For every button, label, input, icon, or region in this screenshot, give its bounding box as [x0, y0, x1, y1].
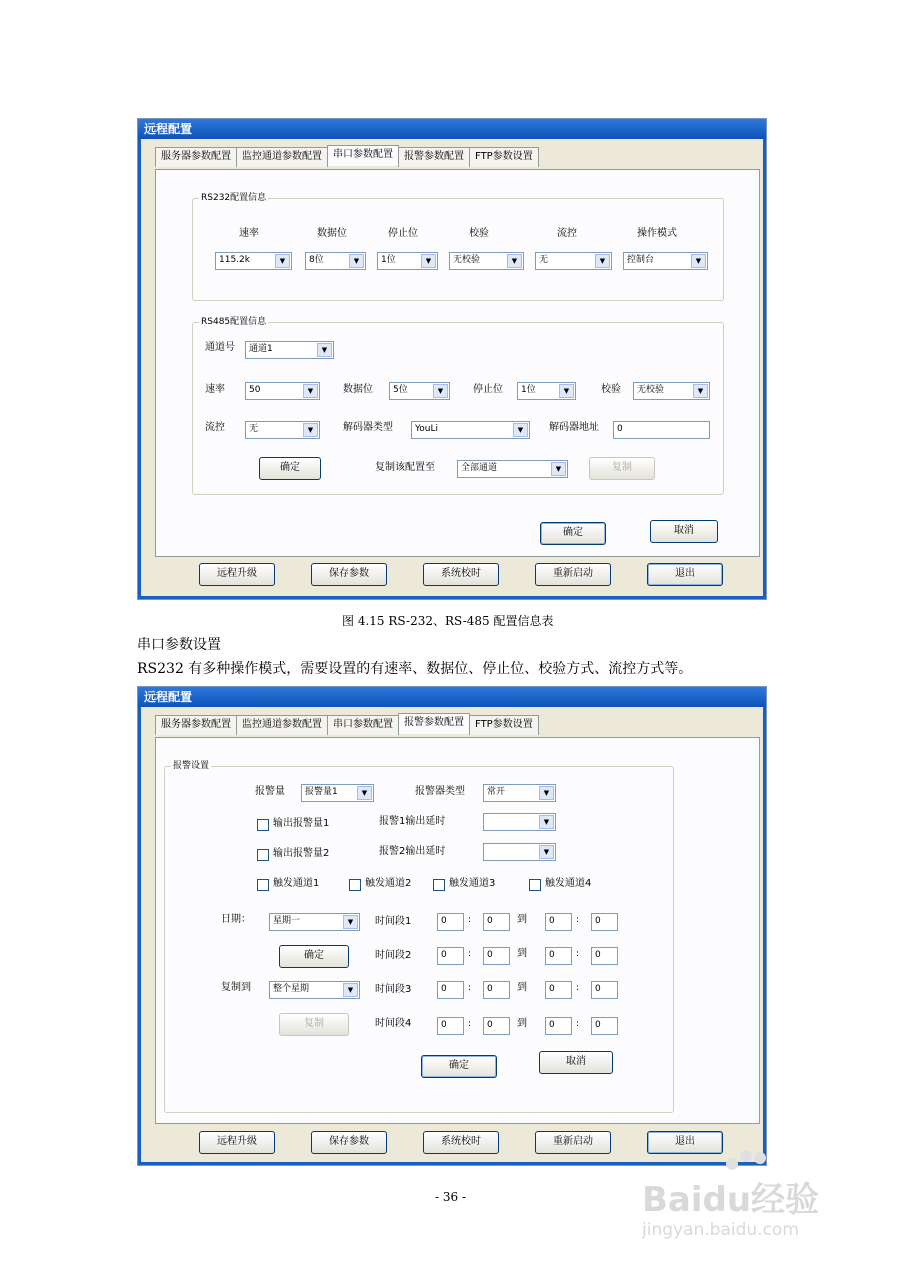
chevron-down-icon[interactable]: ▼ — [551, 462, 566, 476]
rs485-flow-value: 无 — [249, 424, 259, 434]
rs485-parity-label: 校验 — [601, 384, 621, 395]
rs485-decoder-addr-input[interactable]: 0 — [613, 421, 710, 439]
tab-server-params[interactable]: 服务器参数配置 — [155, 715, 237, 735]
rs485-group-title: RS485配置信息 — [201, 317, 267, 327]
section-heading: 串口参数设置 — [137, 637, 221, 653]
exit-button[interactable]: 退出 — [647, 563, 723, 586]
time-sync-button[interactable]: 系统校时 — [423, 1131, 499, 1154]
tab-serial-params[interactable]: 串口参数配置 — [327, 715, 399, 735]
rs232-stopbits-value: 1位 — [381, 255, 396, 265]
rs485-flow-label: 流控 — [205, 422, 225, 433]
chevron-down-icon[interactable]: ▼ — [539, 815, 554, 829]
rs485-confirm-button[interactable]: 确定 — [259, 457, 321, 480]
rs485-rate-label: 速率 — [205, 384, 225, 395]
copy-to-value: 整个星期 — [273, 984, 310, 994]
rs485-channel-select[interactable] — [245, 341, 334, 359]
copy-to-label: 复制到 — [221, 982, 251, 993]
time-colon: : — [468, 949, 472, 959]
chevron-down-icon[interactable]: ▼ — [303, 423, 318, 437]
trigger-channel1-checkbox[interactable] — [257, 879, 269, 891]
period2-start-min[interactable]: 0 — [483, 947, 510, 965]
alarm-group — [164, 761, 674, 1113]
period2-end-hour[interactable]: 0 — [545, 947, 572, 965]
period1-start-hour[interactable]: 0 — [437, 913, 464, 931]
ok-button[interactable]: 确定 — [540, 522, 606, 545]
alarm-confirm-button[interactable]: 确定 — [279, 945, 349, 968]
trigger-channel2-checkbox[interactable] — [349, 879, 361, 891]
rs485-parity-select[interactable] — [633, 382, 710, 400]
tab-strip — [155, 715, 538, 735]
watermark-url: jingyan.baidu.com — [642, 1220, 799, 1240]
alarm-copy-button[interactable]: 复制 — [279, 1013, 349, 1036]
rs485-copy-button[interactable]: 复制 — [589, 457, 655, 480]
rs232-group-title: RS232配置信息 — [201, 193, 267, 203]
rs232-header-rate: 速率 — [239, 228, 259, 239]
rs485-decoder-addr-label: 解码器地址 — [549, 422, 599, 433]
window-title: 远程配置 — [138, 687, 766, 707]
period4-label: 时间段4 — [375, 1018, 412, 1029]
rs232-flow-value: 无 — [539, 255, 549, 265]
alarm-cancel-button[interactable]: 取消 — [539, 1051, 613, 1074]
period1-end-hour[interactable]: 0 — [545, 913, 572, 931]
chevron-down-icon[interactable]: ▼ — [513, 423, 528, 437]
chevron-down-icon[interactable]: ▼ — [317, 343, 332, 357]
chevron-down-icon[interactable]: ▼ — [693, 384, 708, 398]
rs232-header-stopbits: 停止位 — [388, 228, 418, 239]
rs485-databits-label: 数据位 — [343, 384, 373, 395]
trigger-channel1-label: 触发通道1 — [273, 878, 320, 889]
delay2-label: 报警2输出延时 — [379, 846, 446, 857]
period1-start-min[interactable]: 0 — [483, 913, 510, 931]
alarm-qty-select[interactable] — [301, 784, 374, 802]
alarm-ok-button[interactable]: 确定 — [421, 1055, 497, 1078]
time-colon: : — [468, 983, 472, 993]
copy-to-select[interactable] — [269, 981, 360, 999]
trigger-channel4-checkbox[interactable] — [529, 879, 541, 891]
alarm-qty-label: 报警量 — [255, 786, 285, 797]
cancel-button[interactable]: 取消 — [650, 520, 718, 543]
delay2-select[interactable] — [483, 843, 556, 861]
time-colon: : — [576, 983, 580, 993]
tab-alarm-params[interactable]: 报警参数配置 — [398, 713, 470, 734]
alarm-qty-value: 报警量1 — [305, 787, 338, 797]
chevron-down-icon[interactable]: ▼ — [357, 786, 372, 800]
rs485-databits-value: 5位 — [393, 385, 408, 395]
period2-end-min[interactable]: 0 — [591, 947, 618, 965]
output-alarm2-checkbox[interactable] — [257, 849, 269, 861]
period3-label: 时间段3 — [375, 984, 412, 995]
delay1-select[interactable] — [483, 813, 556, 831]
trigger-channel3-label: 触发通道3 — [449, 878, 496, 889]
rs485-databits-select[interactable] — [389, 382, 450, 400]
trigger-channel2-label: 触发通道2 — [365, 878, 412, 889]
output-alarm1-checkbox[interactable] — [257, 819, 269, 831]
period3-end-hour[interactable]: 0 — [545, 981, 572, 999]
rs485-decoder-type-select[interactable] — [411, 421, 530, 439]
section-text: RS232 有多种操作模式，需要设置的有速率、数据位、停止位、校验方式、流控方式等。 — [137, 661, 693, 677]
alarm-tab-panel — [155, 737, 760, 1124]
remote-upgrade-button[interactable]: 远程升级 — [199, 1131, 275, 1154]
output-alarm1-label: 输出报警量1 — [273, 818, 330, 829]
chevron-down-icon[interactable]: ▼ — [691, 254, 706, 268]
chevron-down-icon[interactable]: ▼ — [421, 254, 436, 268]
chevron-down-icon[interactable]: ▼ — [539, 845, 554, 859]
tab-alarm-params[interactable]: 报警参数配置 — [398, 147, 470, 167]
period1-end-min[interactable]: 0 — [591, 913, 618, 931]
time-sync-button[interactable]: 系统校时 — [423, 563, 499, 586]
rs485-copy-to-label: 复制该配置至 — [375, 462, 435, 473]
to-label: 到 — [517, 914, 527, 925]
delay1-label: 报警1输出延时 — [379, 816, 446, 827]
rs232-header-databits: 数据位 — [317, 228, 347, 239]
watermark-brand: Baidu经验 — [642, 1180, 820, 1220]
time-colon: : — [468, 1019, 472, 1029]
exit-button[interactable]: 退出 — [647, 1131, 723, 1154]
window-client — [141, 139, 763, 596]
period1-label: 时间段1 — [375, 916, 412, 927]
alarm-type-value: 常开 — [487, 787, 506, 797]
rs485-stopbits-label: 停止位 — [473, 384, 503, 395]
window-title: 远程配置 — [138, 119, 766, 139]
figure-caption: 图 4.15 RS-232、RS-485 配置信息表 — [342, 614, 554, 628]
trigger-channel4-label: 触发通道4 — [545, 878, 592, 889]
tab-ftp-params[interactable]: FTP参数设置 — [469, 147, 539, 167]
rs232-group — [192, 193, 724, 301]
rs232-parity-select[interactable] — [449, 252, 524, 270]
rs232-parity-value: 无校验 — [453, 255, 481, 265]
page-number: - 36 - — [435, 1190, 467, 1204]
rs232-databits-select[interactable] — [305, 252, 366, 270]
rs232-rate-select[interactable] — [215, 252, 292, 270]
trigger-channel3-checkbox[interactable] — [433, 879, 445, 891]
rs232-mode-value: 控制台 — [627, 255, 655, 265]
chevron-down-icon[interactable]: ▼ — [303, 384, 318, 398]
chevron-down-icon[interactable]: ▼ — [507, 254, 522, 268]
chevron-down-icon[interactable]: ▼ — [343, 983, 358, 997]
chevron-down-icon[interactable]: ▼ — [539, 786, 554, 800]
rs485-copy-to-value: 全部通道 — [461, 463, 498, 473]
period3-start-hour[interactable]: 0 — [437, 981, 464, 999]
rs485-decoder-type-label: 解码器类型 — [343, 422, 393, 433]
rs485-copy-to-select[interactable] — [457, 460, 568, 478]
date-select[interactable] — [269, 913, 360, 931]
to-label: 到 — [517, 982, 527, 993]
period4-end-hour[interactable]: 0 — [545, 1017, 572, 1035]
time-colon: : — [576, 1019, 580, 1029]
rs485-parity-value: 无校验 — [637, 385, 665, 395]
rs232-rate-value: 115.2k — [219, 255, 250, 265]
save-params-button[interactable]: 保存参数 — [311, 563, 387, 586]
alarm-type-select[interactable] — [483, 784, 556, 802]
rs485-decoder-type-value: YouLi — [415, 424, 439, 434]
time-colon: : — [576, 949, 580, 959]
output-alarm2-label: 输出报警量2 — [273, 848, 330, 859]
chevron-down-icon[interactable]: ▼ — [275, 254, 290, 268]
rs485-stopbits-select[interactable] — [517, 382, 576, 400]
period4-start-hour[interactable]: 0 — [437, 1017, 464, 1035]
period2-start-hour[interactable]: 0 — [437, 947, 464, 965]
to-label: 到 — [517, 948, 527, 959]
period3-start-min[interactable]: 0 — [483, 981, 510, 999]
rs232-header-mode: 操作模式 — [637, 228, 677, 239]
date-value: 星期一 — [273, 916, 301, 926]
rs485-stopbits-value: 1位 — [521, 385, 536, 395]
tab-server-params[interactable]: 服务器参数配置 — [155, 147, 237, 167]
tab-serial-params[interactable]: 串口参数配置 — [327, 145, 399, 166]
remote-config-window-2 — [137, 686, 767, 1166]
reboot-button[interactable]: 重新启动 — [535, 1131, 611, 1154]
reboot-button[interactable]: 重新启动 — [535, 563, 611, 586]
period2-label: 时间段2 — [375, 950, 412, 961]
period4-end-min[interactable]: 0 — [591, 1017, 618, 1035]
time-colon: : — [576, 915, 580, 925]
remote-upgrade-button[interactable]: 远程升级 — [199, 563, 275, 586]
chevron-down-icon[interactable]: ▼ — [343, 915, 358, 929]
window-client — [141, 707, 763, 1162]
date-label: 日期： — [221, 914, 251, 925]
chevron-down-icon[interactable]: ▼ — [433, 384, 448, 398]
rs232-header-flow: 流控 — [557, 228, 577, 239]
rs232-mode-select[interactable] — [623, 252, 708, 270]
rs485-group — [192, 317, 724, 495]
period3-end-min[interactable]: 0 — [591, 981, 618, 999]
rs485-flow-select[interactable] — [245, 421, 320, 439]
alarm-type-label: 报警器类型 — [415, 786, 465, 797]
baidu-watermark — [640, 1150, 890, 1250]
time-colon: : — [468, 915, 472, 925]
rs485-rate-select[interactable] — [245, 382, 320, 400]
remote-config-window-1 — [137, 118, 767, 600]
tab-strip — [155, 147, 538, 167]
chevron-down-icon[interactable]: ▼ — [349, 254, 364, 268]
alarm-group-title: 报警设置 — [173, 761, 210, 771]
rs485-channel-value: 通道1 — [249, 344, 273, 354]
rs485-rate-value: 50 — [249, 385, 261, 395]
save-params-button[interactable]: 保存参数 — [311, 1131, 387, 1154]
serial-tab-panel — [155, 169, 760, 557]
period4-start-min[interactable]: 0 — [483, 1017, 510, 1035]
tab-channel-params[interactable]: 监控通道参数配置 — [236, 715, 328, 735]
tab-ftp-params[interactable]: FTP参数设置 — [469, 715, 539, 735]
rs232-databits-value: 8位 — [309, 255, 324, 265]
to-label: 到 — [517, 1018, 527, 1029]
rs232-stopbits-select[interactable] — [377, 252, 438, 270]
rs485-channel-label: 通道号 — [205, 342, 235, 353]
chevron-down-icon[interactable]: ▼ — [595, 254, 610, 268]
rs232-header-parity: 校验 — [469, 228, 489, 239]
rs232-flow-select[interactable] — [535, 252, 612, 270]
tab-channel-params[interactable]: 监控通道参数配置 — [236, 147, 328, 167]
chevron-down-icon[interactable]: ▼ — [559, 384, 574, 398]
